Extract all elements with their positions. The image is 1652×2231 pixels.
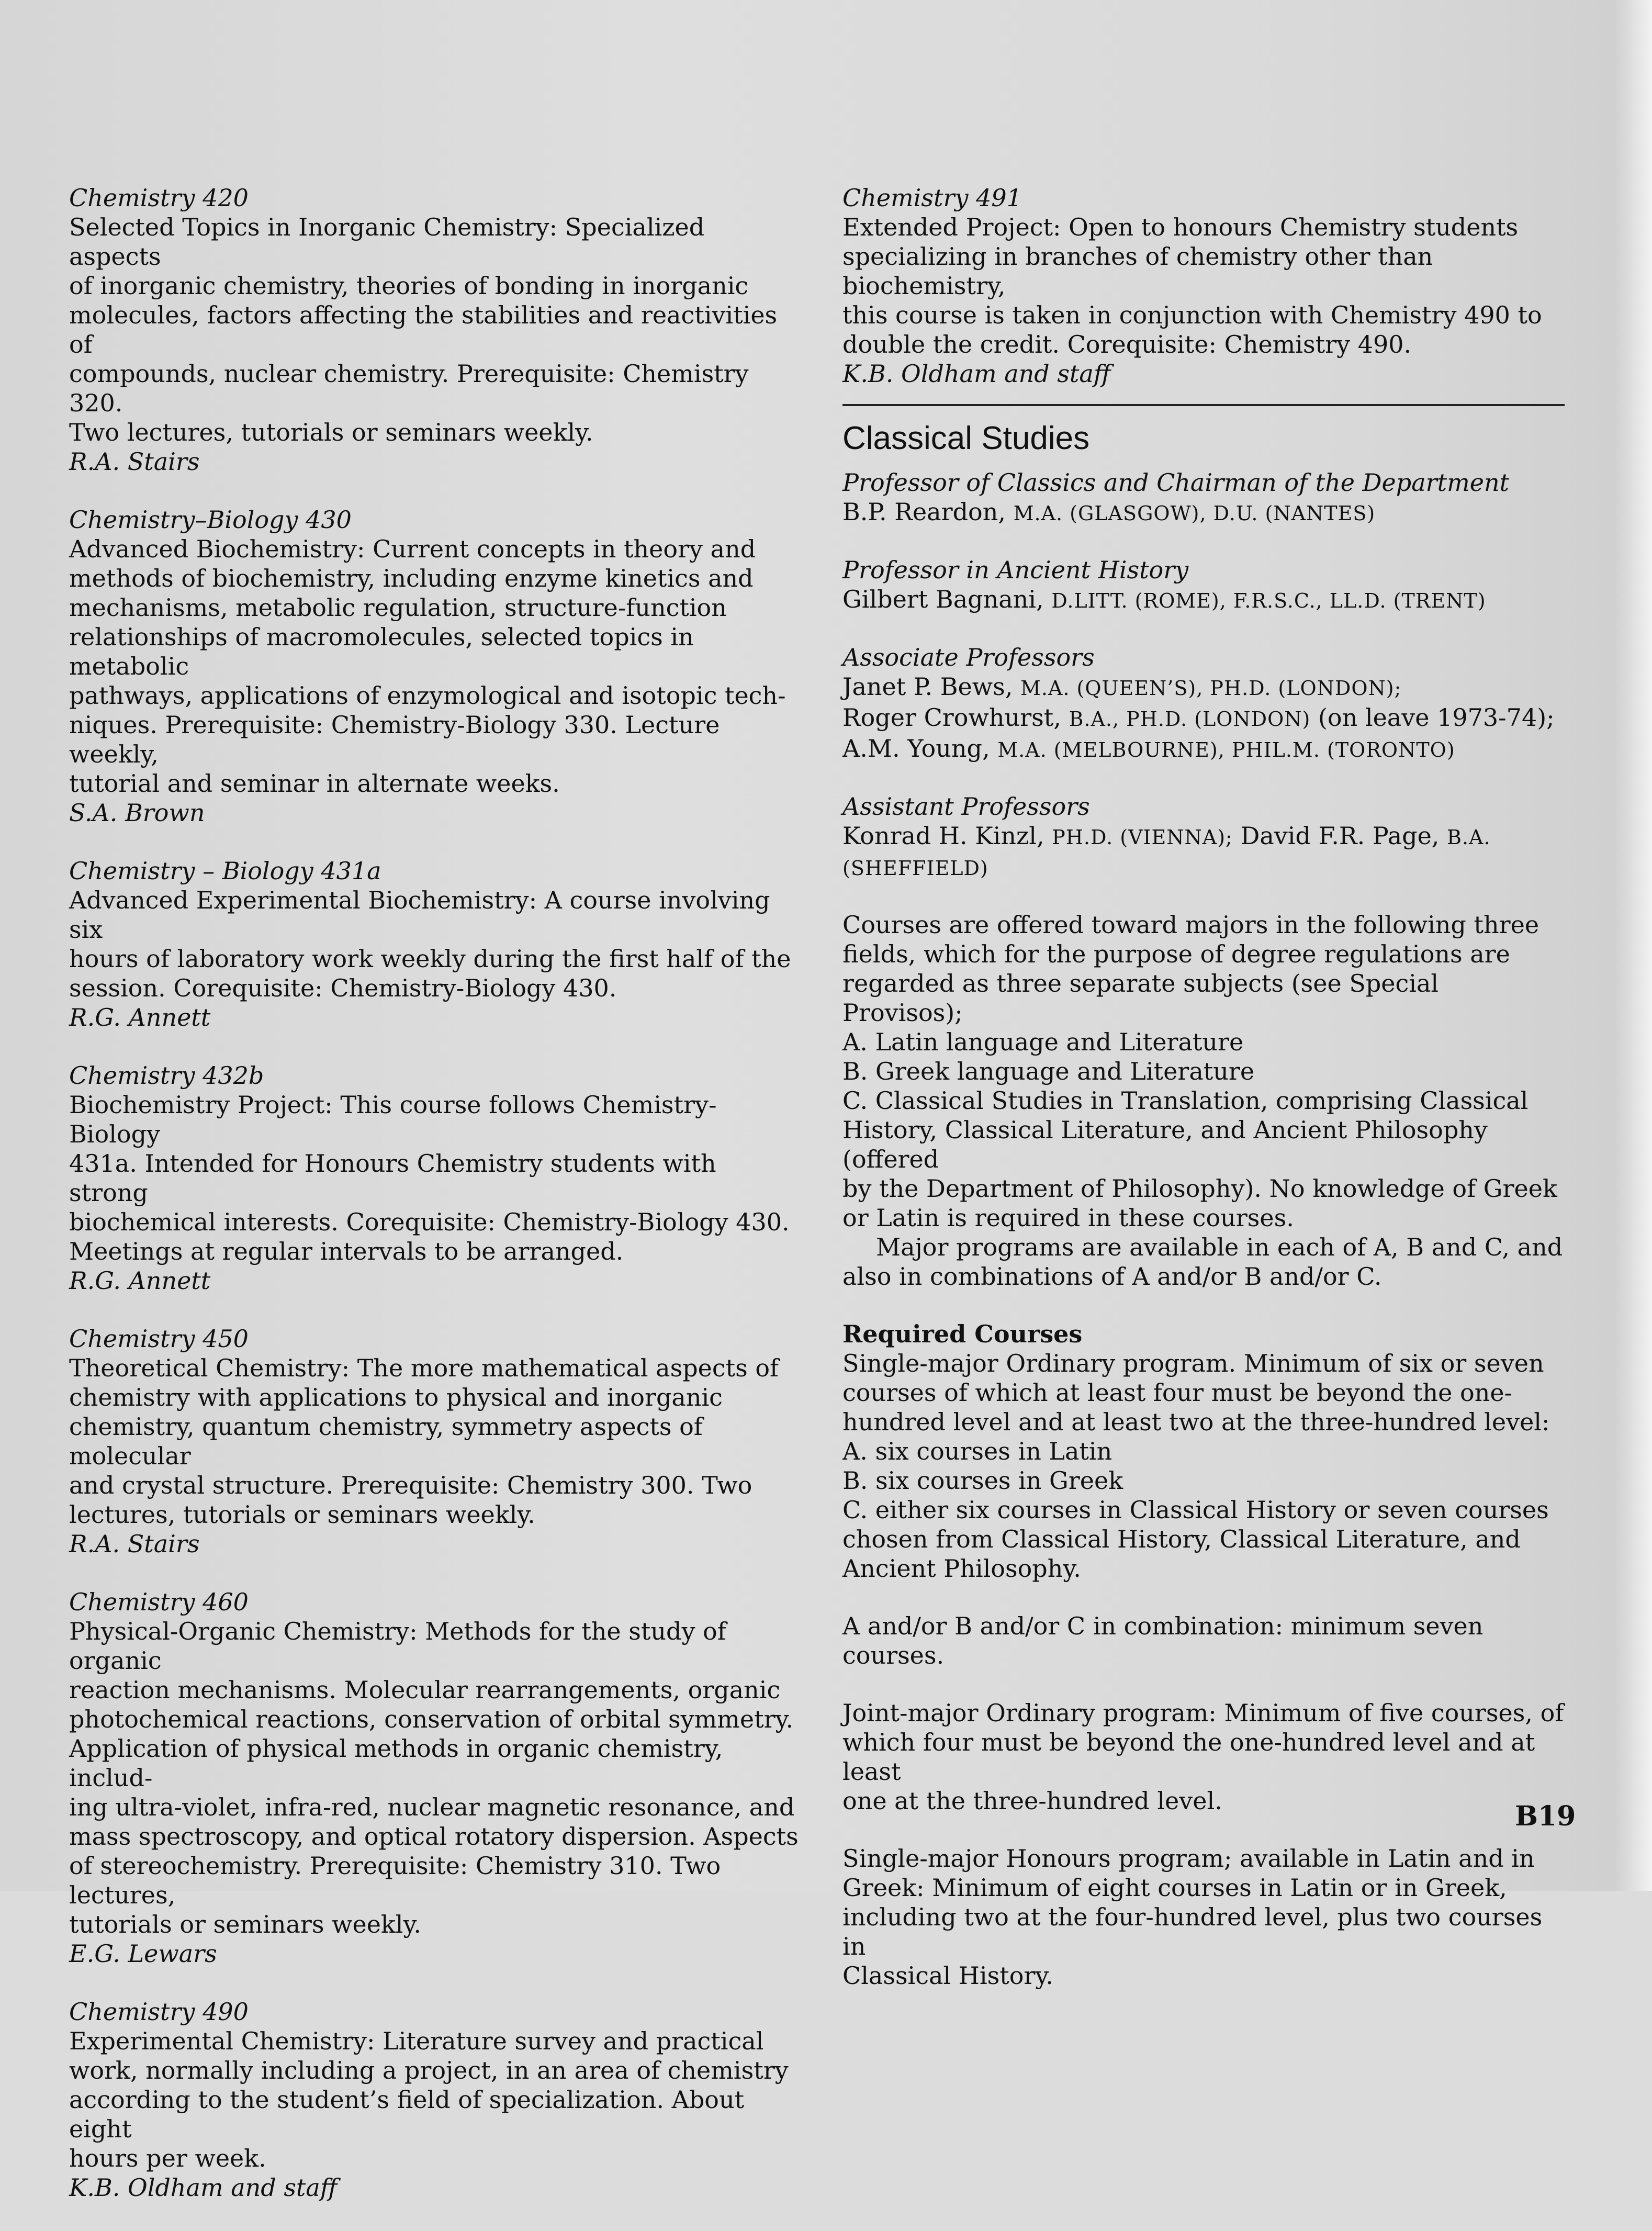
course-text-line: hours of laboratory work weekly during the first half of the [69,945,791,973]
program-intro [842,910,1565,1291]
course-code: Chemistry 432b [69,1061,264,1090]
faculty-group [842,555,1565,615]
joint-major-program [842,1698,1565,1815]
faculty-role: Professor in Ancient History [842,556,1189,584]
course-text-line: of inorganic chemistry, theories of bonding in inorganic [69,272,749,300]
course-code: Chemistry 420 [69,184,249,212]
intro-line: regarded as three separate subjects (see Special Provisos); [842,969,1439,1027]
joint-line: Joint-major Ordinary program: Minimum of five courses, of [842,1699,1564,1727]
course-text-line: work, normally including a project, in an area of chemistry [69,2056,789,2084]
joint-line: which four must be beyond the one-hundred level and at least [842,1728,1535,1786]
required-line: chosen from Classical History, Classical Literature, and [842,1525,1521,1553]
faculty-qualifications: D.LITT. (ROME), F.R.S.C., LL.D. (TRENT) [1051,589,1486,612]
course-text-line: photochemical reactions, conservation of orbital symmetry. [69,1705,794,1733]
intro-line: A. Latin language and Literature [842,1028,1244,1056]
required-line: B. six courses in Greek [842,1466,1123,1495]
required-line: Ancient Philosophy. [842,1554,1081,1583]
required-line: C. either six courses in Classical History or seven courses [842,1496,1549,1524]
intro-line: History, Classical Literature, and Ancient Philosophy (offered [842,1116,1488,1173]
course-text-line: Experimental Chemistry: Literature survey and practical [69,2027,764,2055]
course-text-line: chemistry with applications to physical and inorganic [69,1383,723,1411]
faculty-role: Associate Professors [842,643,1095,671]
faculty-group [842,643,1565,765]
faculty-qualifications: PH.D. (VIENNA); [1052,826,1233,849]
course-code: Chemistry 490 [69,1998,249,2026]
intro-line: or Latin is required in these courses. [842,1204,1294,1232]
faculty-role: Assistant Professors [842,792,1090,821]
course-instructor: K.B. Oldham and staff [69,2173,338,2202]
faculty-member [842,703,1565,734]
intro-line: Courses are offered toward majors in the following three [842,911,1539,939]
faculty-qualifications: B.A., PH.D. (LONDON) [1069,708,1311,731]
course-text-line: session. Corequisite: Chemistry-Biology 430. [69,974,617,1002]
course-text-line: double the credit. Corequisite: Chemistry 490. [842,330,1412,358]
course-text-line: 431a. Intended for Honours Chemistry students with strong [69,1149,716,1207]
course-instructor: S.A. Brown [69,799,205,827]
course-text-line: Physical-Organic Chemistry: Methods for the study of organic [69,1617,726,1675]
course-instructor: E.G. Lewars [69,1939,217,1968]
faculty-member [842,585,1565,615]
honours-line: including two at the four-hundred level, plus two courses in [842,1903,1543,1960]
faculty-qualifications: M.A. (MELBOURNE), PHIL.M. (TORONTO) [997,738,1455,761]
course-entry [69,1997,802,2202]
course-text-line: specializing in branches of chemistry other than biochemistry, [842,242,1433,300]
course-text-line: lectures, tutorials or seminars weekly. [69,1500,535,1529]
section-title: Classical Studies [842,420,1090,456]
required-line: courses of which at least four must be beyond the one- [842,1378,1513,1407]
required-line: Single-major Ordinary program. Minimum of six or seven [842,1349,1544,1377]
course-text-line: pathways, applications of enzymological and isotopic tech- [69,681,786,710]
faculty-name: A.M. Young, [842,734,990,763]
page-number: B19 [1515,1800,1576,1832]
course-text-line: compounds, nuclear chemistry. Prerequisite: Chemistry 320. [69,360,749,417]
faculty-group [842,792,1565,883]
course-text-line: molecules, factors affecting the stabilities and reactivities of [69,301,778,358]
course-text-line: this course is taken in conjunction with Chemistry 490 to [842,301,1542,329]
faculty-name: Konrad H. Kinzl, [842,822,1044,850]
course-entry [69,183,802,476]
course-text-line: chemistry, quantum chemistry, symmetry aspects of molecular [69,1412,703,1470]
course-text-line: Selected Topics in Inorganic Chemistry: Specialized aspects [69,213,705,271]
course-text-line: methods of biochemistry, including enzyme kinetics and [69,564,754,592]
course-entry [842,183,1565,388]
right-column [842,183,1565,2019]
course-code: Chemistry 491 [842,184,1022,212]
required-courses-heading: Required Courses [842,1320,1083,1348]
course-code: Chemistry – Biology 431a [69,857,381,885]
course-text-line: tutorial and seminar in alternate weeks. [69,769,560,798]
course-entry [69,1061,802,1295]
joint-line: one at the three-hundred level. [842,1787,1222,1815]
honours-line: Classical History. [842,1961,1053,1990]
honours-program [842,1844,1565,1990]
required-courses [842,1319,1565,1583]
faculty-member [842,672,1565,703]
section-divider [842,404,1565,406]
honours-line: Single-major Honours program; available in Latin and in [842,1844,1535,1873]
faculty-qualifications: B.A. (SHEFFIELD) [842,826,1491,880]
intro-line: by the Department of Philosophy). No knowledge of Greek [842,1174,1557,1203]
course-entry [69,505,802,827]
course-text-line: tutorials or seminars weekly. [69,1910,421,1938]
course-text-line: ing ultra-violet, infra-red, nuclear magnetic resonance, and [69,1793,795,1821]
course-entry [69,1324,802,1559]
faculty-group [842,468,1565,528]
faculty-name: David F.R. Page, [1240,822,1440,850]
faculty-name: B.P. Reardon, [842,498,1006,526]
intro-line: Major programs are available in each of A, B and C, and [876,1233,1563,1261]
course-text-line: relationships of macromolecules, selected topics in metabolic [69,623,694,680]
course-text-line: Theoretical Chemistry: The more mathematical aspects of [69,1354,779,1382]
faculty-name: Janet P. Bews, [842,672,1013,701]
course-text-line: of stereochemistry. Prerequisite: Chemistry 310. Two lectures, [69,1852,721,1909]
faculty-note: (on leave 1973-74); [1318,703,1555,732]
faculty-member-list [842,821,1565,883]
faculty-name: Gilbert Bagnani, [842,585,1044,613]
faculty-role: Professor of Classics and Chairman of the Department [842,468,1510,497]
faculty-member [842,734,1565,765]
faculty-name: Roger Crowhurst, [842,703,1061,732]
course-text-line: Extended Project: Open to honours Chemistry students [842,213,1519,241]
course-text-line: mechanisms, metabolic regulation, structure-function [69,593,727,622]
faculty-qualifications: M.A. (GLASGOW), D.U. (NANTES) [1013,502,1376,525]
course-instructor: R.G. Annett [69,1266,211,1295]
honours-line: Greek: Minimum of eight courses in Latin or in Greek, [842,1874,1507,1902]
course-text-line: mass spectroscopy, and optical rotatory dispersion. Aspects [69,1822,799,1851]
intro-line: C. Classical Studies in Translation, comprising Classical [842,1086,1529,1115]
course-text-line: Two lectures, tutorials or seminars weekly. [69,418,593,446]
intro-line: B. Greek language and Literature [842,1057,1255,1085]
faculty-qualifications: M.A. (QUEEN’S), PH.D. (LONDON); [1020,677,1402,700]
course-instructor: K.B. Oldham and staff [842,360,1111,388]
course-text-line: niques. Prerequisite: Chemistry-Biology 330. Lecture weekly, [69,711,720,768]
left-column [69,183,802,2231]
course-text-line: Application of physical methods in organic chemistry, includ- [69,1734,723,1792]
course-instructor: R.A. Stairs [69,447,200,476]
course-instructor: R.G. Annett [69,1003,211,1032]
required-line: hundred level and at least two at the three-hundred level: [842,1408,1550,1436]
course-text-line: according to the student’s field of specialization. About eight [69,2086,745,2143]
required-line: A. six courses in Latin [842,1437,1112,1465]
course-code: Chemistry–Biology 430 [69,506,352,534]
course-text-line: Advanced Experimental Biochemistry: A course involving six [69,886,770,944]
combination-rule [842,1611,1565,1670]
course-entry [69,856,802,1032]
course-text-line: Biochemistry Project: This course follows Chemistry-Biology [69,1091,717,1148]
combination-line: A and/or B and/or C in combination: minimum seven courses. [842,1612,1484,1669]
course-text-line: biochemical interests. Corequisite: Chemistry-Biology 430. [69,1208,790,1236]
course-text-line: reaction mechanisms. Molecular rearrangements, organic [69,1676,781,1704]
page-edge-shading [1615,0,1652,1891]
course-text-line: Meetings at regular intervals to be arranged. [69,1237,624,1265]
course-code: Chemistry 450 [69,1325,249,1353]
faculty-member [842,497,1565,528]
course-text-line: hours per week. [69,2144,266,2172]
intro-line: fields, which for the purpose of degree regulations are [842,940,1510,968]
course-instructor: R.A. Stairs [69,1530,200,1558]
course-text-line: and crystal structure. Prerequisite: Chemistry 300. Two [69,1471,752,1499]
course-text-line: Advanced Biochemistry: Current concepts in theory and [69,535,756,563]
course-entry [69,1587,802,1968]
course-code: Chemistry 460 [69,1588,249,1616]
intro-line: also in combinations of A and/or B and/or C. [842,1262,1382,1291]
